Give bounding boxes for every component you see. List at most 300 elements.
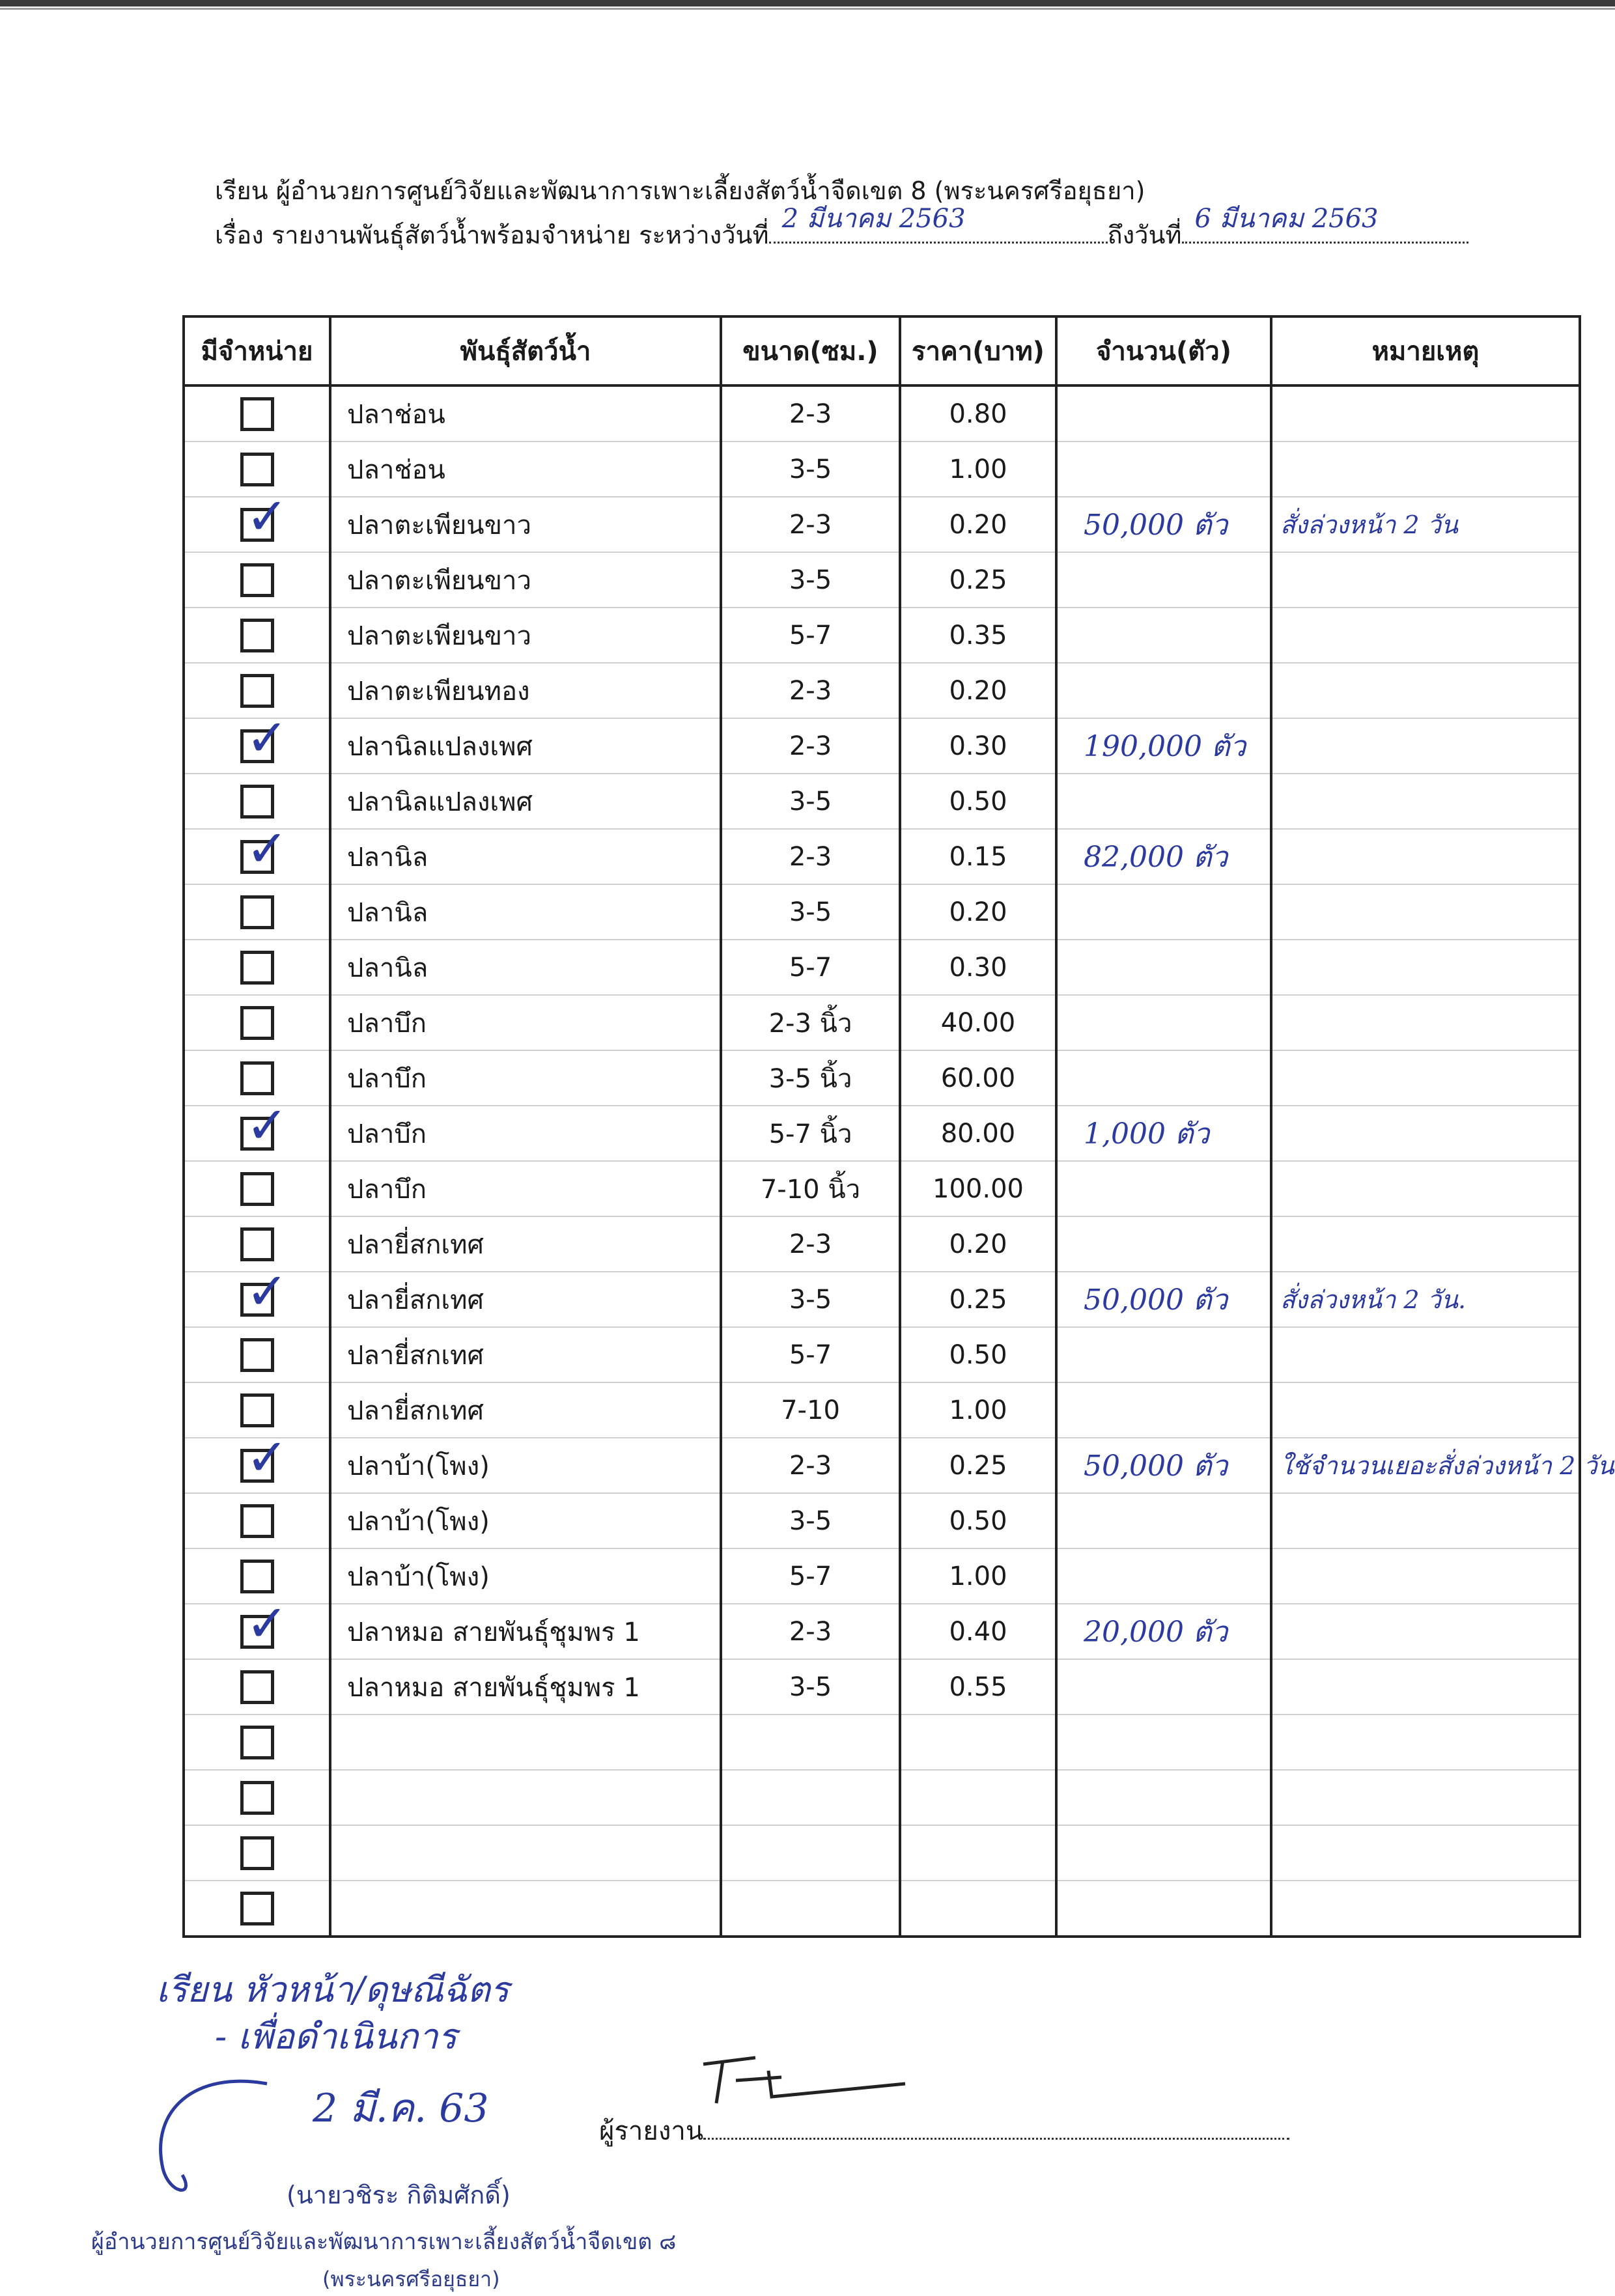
remark-handwritten [1272, 566, 1280, 595]
header-quantity: จำนวน(ตัว) [1056, 316, 1271, 385]
price-cell: 0.50 [900, 1327, 1056, 1382]
table-row [184, 1659, 1580, 1715]
price-cell: 60.00 [900, 1050, 1056, 1106]
available-checkbox[interactable] [240, 563, 274, 597]
quantity-handwritten [1058, 1892, 1084, 1925]
reporter-dots [703, 2118, 1289, 2140]
remark-cell [1271, 884, 1580, 940]
quantity-cell [1056, 884, 1271, 940]
quantity-cell [1056, 1770, 1271, 1825]
available-checkbox[interactable] [240, 951, 274, 985]
remark-handwritten: ใช้จำนวนเยอะสั่งล่วงหน้า 2 วัน [1280, 1451, 1614, 1480]
reporter-line [599, 2110, 1289, 2151]
species-cell: ปลาช่อน [330, 441, 721, 497]
quantity-cell [1056, 441, 1271, 497]
quantity-handwritten: 190,000 ตัว [1084, 729, 1246, 763]
remark-cell [1271, 608, 1580, 663]
remark-handwritten [1272, 787, 1280, 816]
price-cell: 0.50 [900, 774, 1056, 829]
reporter-label: ผู้รายงาน [599, 2116, 704, 2146]
table-row [184, 884, 1580, 940]
remark-handwritten [1272, 732, 1280, 761]
handwritten-note-line1: เรียน หัวหน้า/ดุษณีฉัตร [156, 1969, 509, 2010]
remark-handwritten [1272, 1617, 1280, 1646]
available-checkbox[interactable] [240, 453, 274, 486]
table-row [184, 1327, 1580, 1382]
available-checkbox[interactable] [240, 1560, 274, 1593]
table-row [184, 497, 1580, 552]
available-checkbox[interactable] [240, 895, 274, 929]
remark-cell [1271, 1659, 1580, 1715]
remark-handwritten [1272, 1839, 1280, 1868]
size-cell: 5-7 [721, 1548, 900, 1604]
size-cell: 3-5 [721, 1493, 900, 1548]
table-body [184, 385, 1614, 1937]
quantity-handwritten [1058, 785, 1084, 818]
remark-cell [1271, 1825, 1580, 1881]
size-cell: 2-3 [721, 385, 900, 441]
quantity-cell [1056, 1604, 1271, 1659]
price-cell: 0.50 [900, 1493, 1056, 1548]
header-available: มีจำหน่าย [184, 316, 330, 385]
quantity-cell [1056, 1161, 1271, 1216]
available-checkbox[interactable] [240, 1670, 274, 1704]
available-cell [184, 1770, 330, 1825]
size-cell: 3-5 [721, 1272, 900, 1327]
quantity-handwritten [1058, 1006, 1084, 1039]
available-cell [184, 819, 330, 884]
available-cell [184, 1881, 330, 1937]
available-cell [184, 1493, 330, 1548]
remark-cell [1271, 1548, 1580, 1604]
available-cell [184, 1161, 330, 1216]
price-cell: 0.25 [900, 552, 1056, 608]
price-cell: 0.25 [900, 1272, 1056, 1327]
handwritten-note-line2: - เพื่อดำเนินการ [215, 2016, 457, 2057]
species-cell: ปลานิลแปลงเพศ [330, 774, 721, 829]
remark-handwritten: สั่งล่วงหน้า 2 วัน [1280, 511, 1458, 539]
quantity-handwritten [1058, 674, 1084, 707]
size-cell: 3-5 [721, 441, 900, 497]
remark-cell [1271, 663, 1580, 718]
size-cell: 7-10 นิ้ว [721, 1161, 900, 1216]
size-cell: 2-3 [721, 1438, 900, 1493]
remark-cell [1271, 1881, 1580, 1937]
size-cell: 3-5 [721, 884, 900, 940]
quantity-cell [1056, 1548, 1271, 1604]
available-checkbox[interactable] [240, 1781, 274, 1815]
quantity-cell [1056, 1881, 1271, 1937]
size-cell [721, 1770, 900, 1825]
available-checkbox[interactable] [240, 1504, 274, 1538]
quantity-handwritten [1058, 1172, 1084, 1205]
size-cell: 5-7 [721, 608, 900, 663]
available-checkbox[interactable] [240, 397, 274, 431]
table-row [184, 829, 1580, 884]
available-checkbox[interactable] [240, 1096, 288, 1155]
quantity-cell [1056, 608, 1271, 663]
price-cell: 1.00 [900, 1382, 1056, 1438]
species-cell [330, 1770, 721, 1825]
handwritten-signature-date: 2 มี.ค. 63 [313, 2086, 489, 2131]
species-cell: ปลาบึก [330, 1106, 721, 1161]
handwritten-note [156, 1967, 509, 2060]
species-cell: ปลาบ้า(โพง) [330, 1493, 721, 1548]
species-cell: ปลายี่สกเทศ [330, 1327, 721, 1382]
remark-cell [1271, 1106, 1580, 1161]
remark-cell [1271, 1438, 1614, 1493]
price-cell: 40.00 [900, 995, 1056, 1050]
remark-cell [1271, 1161, 1580, 1216]
quantity-handwritten [1058, 1836, 1084, 1869]
quantity-cell [1056, 940, 1271, 995]
quantity-handwritten: 1,000 ตัว [1084, 1117, 1210, 1151]
available-checkbox[interactable] [240, 1262, 288, 1321]
subject-line [215, 204, 1468, 255]
remark-handwritten [1272, 1230, 1280, 1259]
price-cell [900, 1825, 1056, 1881]
available-cell [184, 1327, 330, 1382]
quantity-cell [1056, 1659, 1271, 1715]
available-checkbox[interactable] [240, 1892, 274, 1925]
table-row [184, 1604, 1580, 1659]
checkmark-icon: ✓ [246, 1428, 288, 1487]
species-cell: ปลายี่สกเทศ [330, 1382, 721, 1438]
checkmark-icon: ✓ [246, 1594, 288, 1653]
available-checkbox[interactable] [240, 1594, 288, 1653]
table-row [184, 1161, 1580, 1216]
table-row [184, 995, 1580, 1050]
price-cell: 1.00 [900, 1548, 1056, 1604]
table-row [184, 441, 1580, 497]
species-cell: ปลาช่อน [330, 385, 721, 441]
remark-cell [1271, 1272, 1580, 1327]
remark-cell [1271, 1382, 1580, 1438]
remark-handwritten [1272, 843, 1280, 871]
size-cell: 3-5 นิ้ว [721, 1050, 900, 1106]
species-cell: ปลาบ้า(โพง) [330, 1438, 721, 1493]
quantity-cell [1056, 1382, 1271, 1438]
available-checkbox[interactable] [240, 487, 288, 546]
quantity-handwritten [1058, 1504, 1084, 1537]
remark-cell [1271, 774, 1580, 829]
available-cell [184, 995, 330, 1050]
size-cell: 2-3 [721, 829, 900, 884]
price-cell: 0.20 [900, 497, 1056, 552]
quantity-handwritten [1058, 895, 1084, 929]
reporter-title: ผู้อำนวยการศูนย์วิจัยและพัฒนาการเพาะเลี้ยงสัตว์น้ำจืดเขต ๘ [91, 2229, 677, 2255]
table-row [184, 1881, 1580, 1937]
end-date-handwritten: 6 มีนาคม 2563 [1194, 204, 1379, 234]
remark-handwritten [1272, 1507, 1280, 1535]
price-cell: 0.20 [900, 884, 1056, 940]
table-row [184, 1493, 1580, 1548]
available-cell [184, 487, 330, 552]
reporter-signature [697, 2051, 925, 2110]
available-checkbox[interactable] [240, 1338, 274, 1372]
quantity-handwritten [1058, 1061, 1084, 1095]
quantity-handwritten: 20,000 ตัว [1084, 1615, 1228, 1649]
quantity-cell [1056, 829, 1271, 884]
species-cell: ปลาหมอ สายพันธุ์ชุมพร 1 [330, 1659, 721, 1715]
remark-cell [1271, 718, 1580, 774]
checkmark-icon: ✓ [246, 819, 288, 878]
available-checkbox[interactable] [240, 1061, 274, 1095]
size-cell: 2-3 [721, 1604, 900, 1659]
price-cell: 1.00 [900, 441, 1056, 497]
table-row [184, 385, 1580, 441]
price-cell [900, 1770, 1056, 1825]
species-cell: ปลาตะเพียนขาว [330, 608, 721, 663]
table-row [184, 1050, 1580, 1106]
remark-handwritten [1272, 1894, 1280, 1923]
header-species: พันธุ์สัตว์น้ำ [330, 316, 721, 385]
quantity-handwritten [1058, 397, 1084, 430]
remark-handwritten [1272, 1728, 1280, 1757]
available-cell [184, 1594, 330, 1659]
quantity-cell [1056, 497, 1271, 552]
remark-cell [1271, 1050, 1580, 1106]
remark-handwritten [1272, 1009, 1280, 1037]
available-cell [184, 708, 330, 774]
available-cell [184, 385, 330, 441]
available-checkbox[interactable] [240, 1726, 274, 1759]
size-cell [721, 1881, 900, 1937]
remark-handwritten [1272, 455, 1280, 484]
table-row [184, 552, 1580, 608]
species-cell: ปลาบ้า(โพง) [330, 1548, 721, 1604]
quantity-cell [1056, 1438, 1271, 1493]
remark-cell [1271, 829, 1580, 884]
quantity-cell [1056, 774, 1271, 829]
available-cell [184, 1659, 330, 1715]
available-checkbox[interactable] [240, 1393, 274, 1427]
species-cell: ปลายี่สกเทศ [330, 1272, 721, 1327]
quantity-cell [1056, 1050, 1271, 1106]
species-cell: ปลาบึก [330, 995, 721, 1050]
available-checkbox[interactable] [240, 674, 274, 708]
start-date-handwritten: 2 มีนาคม 2563 [781, 204, 966, 234]
remark-cell [1271, 1216, 1580, 1272]
quantity-cell [1056, 385, 1271, 441]
size-cell: 3-5 [721, 774, 900, 829]
available-cell [184, 1825, 330, 1881]
quantity-handwritten [1058, 453, 1084, 486]
available-cell [184, 884, 330, 940]
remark-cell [1271, 1327, 1580, 1382]
reporter-name: (นายวชิระ กิติมศักดิ์) [287, 2181, 511, 2209]
table-row [184, 1825, 1580, 1881]
quantity-cell [1056, 1715, 1271, 1770]
checkmark-icon: ✓ [246, 708, 288, 768]
table-row [184, 1272, 1580, 1327]
remark-cell [1271, 1604, 1580, 1659]
table-row [184, 718, 1580, 774]
available-checkbox[interactable] [240, 1172, 274, 1206]
remark-handwritten [1272, 621, 1280, 650]
price-cell: 0.20 [900, 663, 1056, 718]
to-line: เรียน ผู้อำนวยการศูนย์วิจัยและพัฒนาการเพาะเลี้ยงสัตว์น้ำจืดเขต 8 (พระนครศรีอยุธยา) [215, 176, 1145, 205]
price-cell: 0.25 [900, 1438, 1056, 1493]
header-size: ขนาด(ซม.) [721, 316, 900, 385]
subject-prefix: เรื่อง รายงานพันธุ์สัตว์น้ำพร้อมจำหน่าย ระหว่างวันที่ [215, 221, 769, 249]
remark-cell [1271, 441, 1580, 497]
to-date-label: ถึงวันที่ [1107, 221, 1182, 249]
price-cell [900, 1715, 1056, 1770]
remark-cell [1271, 940, 1580, 995]
species-cell: ปลานิล [330, 884, 721, 940]
available-checkbox[interactable] [240, 708, 288, 768]
price-cell: 0.35 [900, 608, 1056, 663]
available-checkbox[interactable] [240, 1006, 274, 1040]
remark-handwritten [1272, 898, 1280, 927]
quantity-cell [1056, 1216, 1271, 1272]
table-row [184, 1106, 1580, 1161]
remark-handwritten [1272, 1064, 1280, 1093]
header-remark: หมายเหตุ [1271, 316, 1580, 385]
reporter-org: (พระนครศรีอยุธยา) [322, 2267, 500, 2291]
species-cell [330, 1715, 721, 1770]
remark-cell [1271, 497, 1580, 552]
remark-handwritten [1272, 1784, 1280, 1812]
remark-handwritten: สั่งล่วงหน้า 2 วัน. [1280, 1285, 1467, 1314]
table-row [184, 1382, 1580, 1438]
scan-top-edge [0, 0, 1615, 7]
size-cell: 3-5 [721, 552, 900, 608]
size-cell [721, 1715, 900, 1770]
quantity-handwritten [1058, 1560, 1084, 1593]
scan-top-edge-shadow [0, 8, 1615, 10]
available-checkbox[interactable] [240, 1227, 274, 1261]
quantity-handwritten [1058, 1227, 1084, 1261]
table-row [184, 1216, 1580, 1272]
species-cell: ปลาหมอ สายพันธุ์ชุมพร 1 [330, 1604, 721, 1659]
price-cell: 80.00 [900, 1106, 1056, 1161]
quantity-handwritten [1058, 1338, 1084, 1371]
species-cell [330, 1825, 721, 1881]
size-cell: 5-7 [721, 1327, 900, 1382]
size-cell: 7-10 [721, 1382, 900, 1438]
quantity-handwritten [1058, 619, 1084, 652]
available-cell [184, 1428, 330, 1493]
available-checkbox[interactable] [240, 1428, 288, 1487]
quantity-handwritten [1058, 951, 1084, 984]
quantity-cell [1056, 1106, 1271, 1161]
quantity-cell [1056, 718, 1271, 774]
species-cell: ปลาบึก [330, 1161, 721, 1216]
species-cell [330, 1881, 721, 1937]
table-row [184, 608, 1580, 663]
available-checkbox[interactable] [240, 1836, 274, 1870]
size-cell: 3-5 [721, 1659, 900, 1715]
remark-cell [1271, 552, 1580, 608]
price-cell [900, 1881, 1056, 1937]
checkmark-icon: ✓ [246, 1096, 288, 1155]
quantity-handwritten: 82,000 ตัว [1084, 840, 1228, 874]
size-cell: 2-3 [721, 718, 900, 774]
remark-cell [1271, 1770, 1580, 1825]
price-cell: 0.80 [900, 385, 1056, 441]
table-row [184, 940, 1580, 995]
available-checkbox[interactable] [240, 819, 288, 878]
species-cell: ปลานิล [330, 940, 721, 995]
remark-cell [1271, 995, 1580, 1050]
end-date-field [1182, 204, 1468, 244]
quantity-handwritten: 50,000 ตัว [1084, 508, 1228, 542]
quantity-cell [1056, 663, 1271, 718]
table-row [184, 1715, 1580, 1770]
available-cell [184, 552, 330, 608]
remark-handwritten [1272, 1562, 1280, 1591]
header-price: ราคา(บาท) [900, 316, 1056, 385]
species-cell: ปลาตะเพียนทอง [330, 663, 721, 718]
species-cell: ปลานิล [330, 829, 721, 884]
quantity-cell [1056, 1327, 1271, 1382]
species-cell: ปลาบึก [330, 1050, 721, 1106]
price-cell: 0.30 [900, 940, 1056, 995]
quantity-handwritten [1058, 1726, 1084, 1759]
quantity-cell [1056, 1825, 1271, 1881]
size-cell [721, 1825, 900, 1881]
remark-cell [1271, 1715, 1580, 1770]
available-cell [184, 1715, 330, 1770]
size-cell: 5-7 นิ้ว [721, 1106, 900, 1161]
remark-handwritten [1272, 677, 1280, 705]
quantity-handwritten: 50,000 ตัว [1084, 1449, 1228, 1483]
quantity-handwritten: 50,000 ตัว [1084, 1283, 1228, 1317]
size-cell: 2-3 นิ้ว [721, 995, 900, 1050]
table-row [184, 663, 1580, 718]
remark-handwritten [1272, 1341, 1280, 1369]
price-cell: 0.20 [900, 1216, 1056, 1272]
price-cell: 0.40 [900, 1604, 1056, 1659]
remark-cell [1271, 385, 1580, 441]
quantity-cell [1056, 1493, 1271, 1548]
available-checkbox[interactable] [240, 619, 274, 652]
start-date-field [769, 204, 1108, 244]
quantity-cell [1056, 1272, 1271, 1327]
size-cell: 2-3 [721, 1216, 900, 1272]
quantity-handwritten [1058, 1781, 1084, 1814]
size-cell: 2-3 [721, 663, 900, 718]
checkmark-icon: ✓ [246, 1262, 288, 1321]
fish-availability-table [182, 315, 1614, 1938]
price-cell: 0.55 [900, 1659, 1056, 1715]
table-row [184, 1438, 1580, 1493]
species-cell: ปลาตะเพียนขาว [330, 497, 721, 552]
species-cell: ปลาตะเพียนขาว [330, 552, 721, 608]
available-cell [184, 1096, 330, 1161]
table-row [184, 1770, 1580, 1825]
table-row [184, 1548, 1580, 1604]
size-cell: 2-3 [721, 497, 900, 552]
quantity-cell [1056, 552, 1271, 608]
table-row [184, 774, 1580, 829]
table-header-row [184, 316, 1580, 385]
available-cell [184, 608, 330, 663]
remark-handwritten [1272, 953, 1280, 982]
quantity-handwritten [1058, 1670, 1084, 1703]
remark-cell [1271, 1493, 1580, 1548]
available-checkbox[interactable] [240, 785, 274, 819]
quantity-handwritten [1058, 563, 1084, 596]
remark-handwritten [1272, 1396, 1280, 1425]
remark-handwritten [1272, 400, 1280, 428]
price-cell: 100.00 [900, 1161, 1056, 1216]
species-cell: ปลายี่สกเทศ [330, 1216, 721, 1272]
quantity-cell [1056, 995, 1271, 1050]
price-cell: 0.30 [900, 718, 1056, 774]
